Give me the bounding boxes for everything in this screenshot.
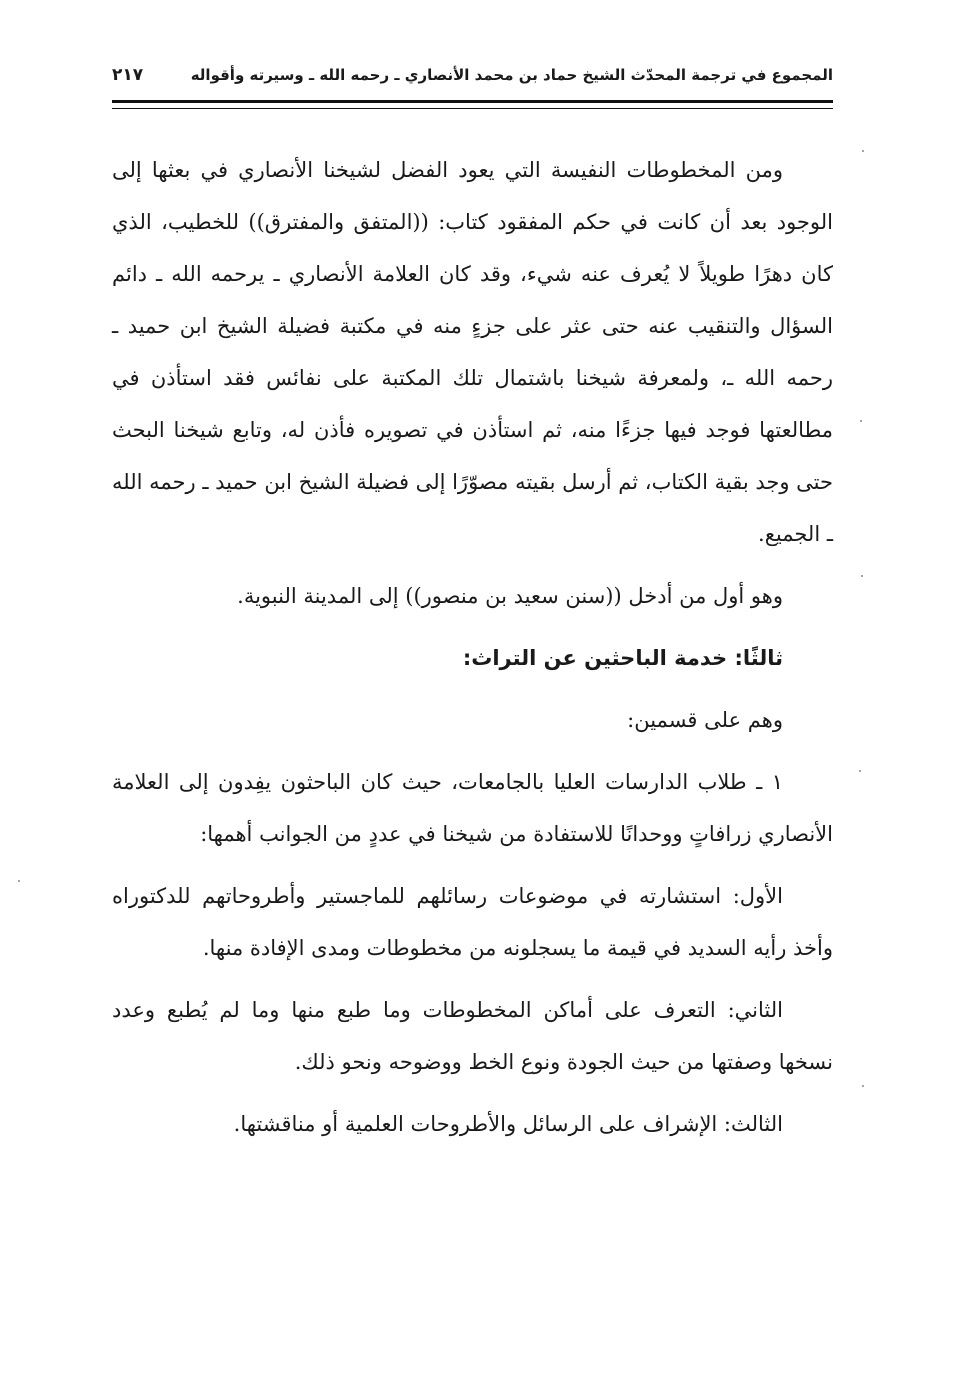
paragraph-sunan: وهو أول من أدخل ((سنن سعيد بن منصور)) إلى المدينة النبوية. (237, 584, 783, 608)
header-rule-thick (112, 100, 833, 103)
body-text (112, 144, 833, 1160)
header-rule-thin (112, 108, 833, 109)
page-number: ٢١٧ (112, 65, 144, 85)
scan-speck (862, 150, 864, 152)
paragraph-two-groups: وهم على قسمين: (627, 708, 783, 732)
paragraph-third-aspect: الثالث: الإشراف على الرسائل والأطروحات العلمية أو مناقشتها. (233, 1112, 783, 1136)
section-heading: ثالثًا: خدمة الباحثين عن التراث: (462, 646, 783, 670)
scan-speck (859, 770, 861, 772)
paragraph-first-aspect: الأول: استشارته في موضوعات رسائلهم للماجستير وأطروحاتهم للدكتوراه وأخذ رأيه السديد في قيمة ما يسجلونه من مخطوطات ومدى الإفادة منها. (112, 884, 833, 960)
paragraph-item-1: ١ ـ طلاب الدارسات العليا بالجامعات، حيث كان الباحثون يفِدون إلى العلامة الأنصاري زرافاتٍ ووحدانًا للاستفادة من شيخنا في عددٍ من الجوانب أهمها: (112, 770, 833, 846)
scan-speck (861, 575, 863, 577)
paragraph-second-aspect: الثاني: التعرف على أماكن المخطوطات وما طبع منها وما لم يُطبع وعدد نسخها وصفتها من حيث الجودة ونوع الخط ووضوحه ونحو ذلك. (112, 998, 833, 1074)
scan-speck (18, 880, 20, 882)
paragraph-manuscripts: ومن المخطوطات النفيسة التي يعود الفضل لشيخنا الأنصاري في بعثها إلى الوجود بعد أن كانت في حكم المفقود كتاب: ((المتفق والمفترق)) للخطيب، الذي كان دهرًا طويلاً لا يُعرف عنه شيء، وقد كان العلامة الأنصاري ـ يرحمه الله ـ دائم السؤال والتنقيب عنه حتى عثر على جزءٍ منه في مكتبة فضيلة الشيخ ابن حميد ـ رحمه الله ـ، ولمعرفة شيخنا باشتمال تلك المكتبة على نفائس فقد استأذن في مطالعتها فوجد فيها جزءًا منه، ثم استأذن في تصويره فأذن له، وتابع شيخنا البحث حتى وجد بقية الكتاب، ثم أرسل بقيته مصوّرًا إلى فضيلة الشيخ ابن حميد ـ رحمه الله ـ الجميع. (112, 158, 833, 546)
scan-speck (862, 1085, 864, 1087)
running-header-title: المجموع في ترجمة المحدّث الشيخ حماد بن محمد الأنصاري ـ رحمه الله ـ وسيرته وأقواله (190, 66, 833, 84)
scan-speck (860, 420, 862, 422)
running-header (112, 58, 833, 92)
